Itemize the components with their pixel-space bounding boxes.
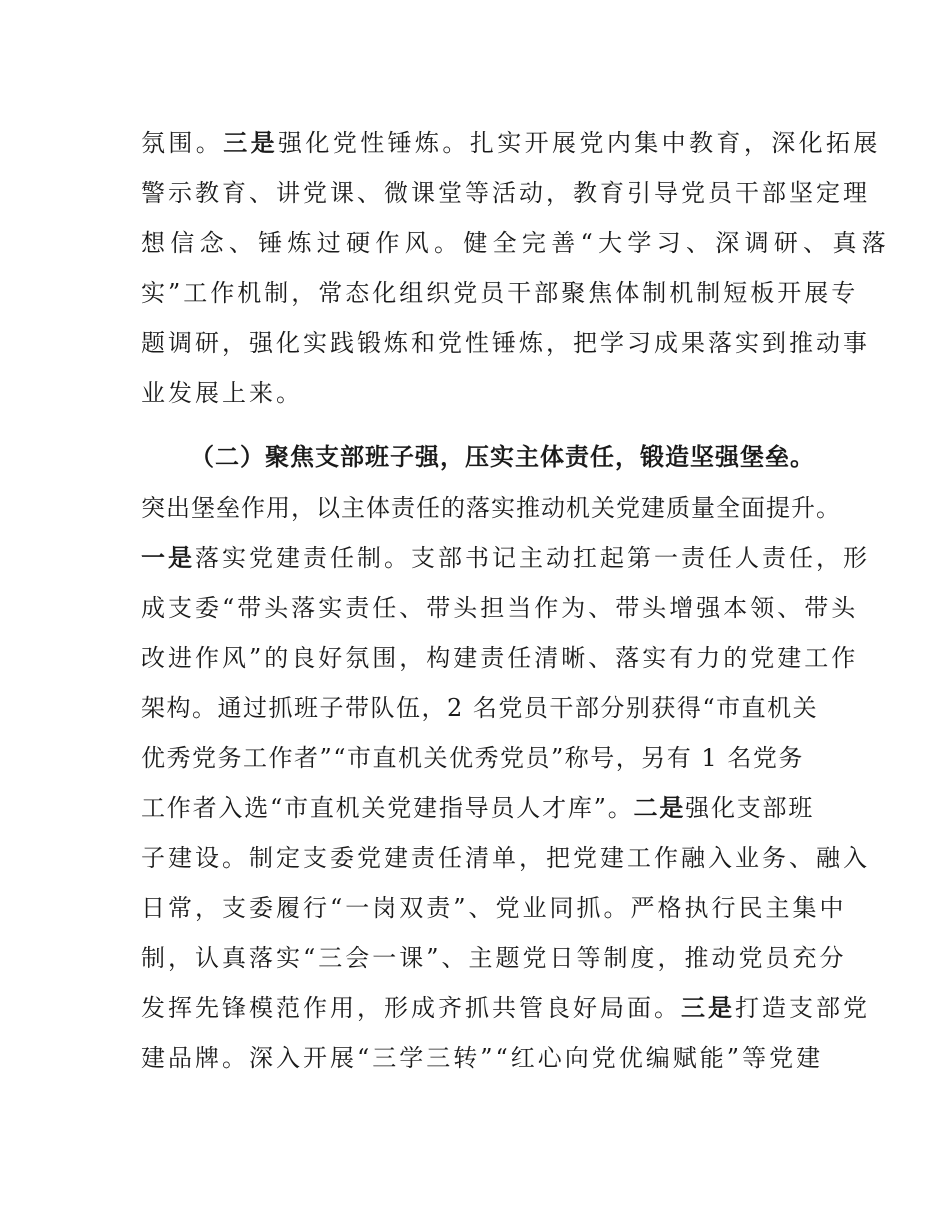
text-line <box>141 123 881 163</box>
text-segment: 架构。通过抓班子带队伍，2 名党员干部分别获得“市直机关 <box>141 694 819 722</box>
text-segment: 落实党建责任制。支部书记主动扛起第一责任人责任，形 <box>195 544 870 572</box>
text-line <box>141 988 870 1028</box>
text-segment: 强化支部班 <box>685 794 815 822</box>
text-line <box>141 888 847 928</box>
text-segment: 子建设。制定支委党建责任清单，把党建工作融入业务、融入 <box>141 844 870 872</box>
text-line <box>141 223 892 263</box>
emphasis-keyword: 三是 <box>223 129 279 157</box>
text-segment: 强化党性锤炼。扎实开展党内集中教育，深化拓展 <box>278 129 881 157</box>
text-segment: 实”工作机制，常态化组织党员干部聚焦体制机制短板开展专 <box>141 279 859 307</box>
text-line <box>141 588 859 628</box>
emphasis-keyword: 三是 <box>681 994 735 1022</box>
emphasis-keyword: 一是 <box>141 544 195 572</box>
text-segment: 制，认真落实“三会一课”、主题党日等制度，推动党员充分 <box>141 944 847 972</box>
text-segment: 改进作风”的良好氛围，构建责任清晰、落实有力的党建工作 <box>141 644 859 672</box>
text-segment: 突出堡垒作用，以主体责任的落实推动机关党建质量全面提升。 <box>141 494 841 522</box>
text-segment: 警示教育、讲党课、微课堂等活动，教育引导党员干部坚定理 <box>141 179 870 207</box>
text-segment: 业发展上来。 <box>141 379 303 407</box>
text-line <box>141 688 819 728</box>
section-heading: （二）聚焦支部班子强，压实主体责任，锻造坚强堡垒。 <box>190 443 815 471</box>
text-line <box>141 373 811 413</box>
emphasis-keyword: 二是 <box>633 794 686 822</box>
text-line <box>141 488 841 528</box>
text-line <box>141 938 847 978</box>
text-segment: 成支委“带头落实责任、带头担当作为、带头增强本领、带头 <box>141 594 859 622</box>
text-line <box>141 173 870 213</box>
text-line <box>141 788 815 828</box>
text-segment: 建品牌。深入开展“三学三转”“红心向党优编赋能”等党建 <box>141 1044 824 1072</box>
text-segment: 工作者入选“市直机关党建指导员人才库”。 <box>141 794 634 822</box>
text-segment: 打造支部党 <box>735 994 870 1022</box>
text-line <box>141 273 859 313</box>
text-line <box>141 738 811 778</box>
text-segment: 发挥先锋模范作用，形成齐抓共管良好局面。 <box>141 994 681 1022</box>
text-segment: 想信念、锤炼过硬作风。健全完善“大学习、深调研、真落 <box>141 229 892 257</box>
text-segment: 优秀党务工作者”“市直机关优秀党员”称号，另有 1 名党务 <box>141 744 804 772</box>
text-line <box>141 1038 824 1078</box>
text-line <box>141 838 870 878</box>
text-line <box>141 638 859 678</box>
text-segment: 氛围。 <box>141 129 224 157</box>
text-line <box>141 538 870 578</box>
text-line <box>141 323 870 363</box>
text-segment: 题调研，强化实践锻炼和党性锤炼，把学习成果落实到推动事 <box>141 329 870 357</box>
text-segment: 日常，支委履行“一岗双责”、党业同抓。严格执行民主集中 <box>141 894 847 922</box>
